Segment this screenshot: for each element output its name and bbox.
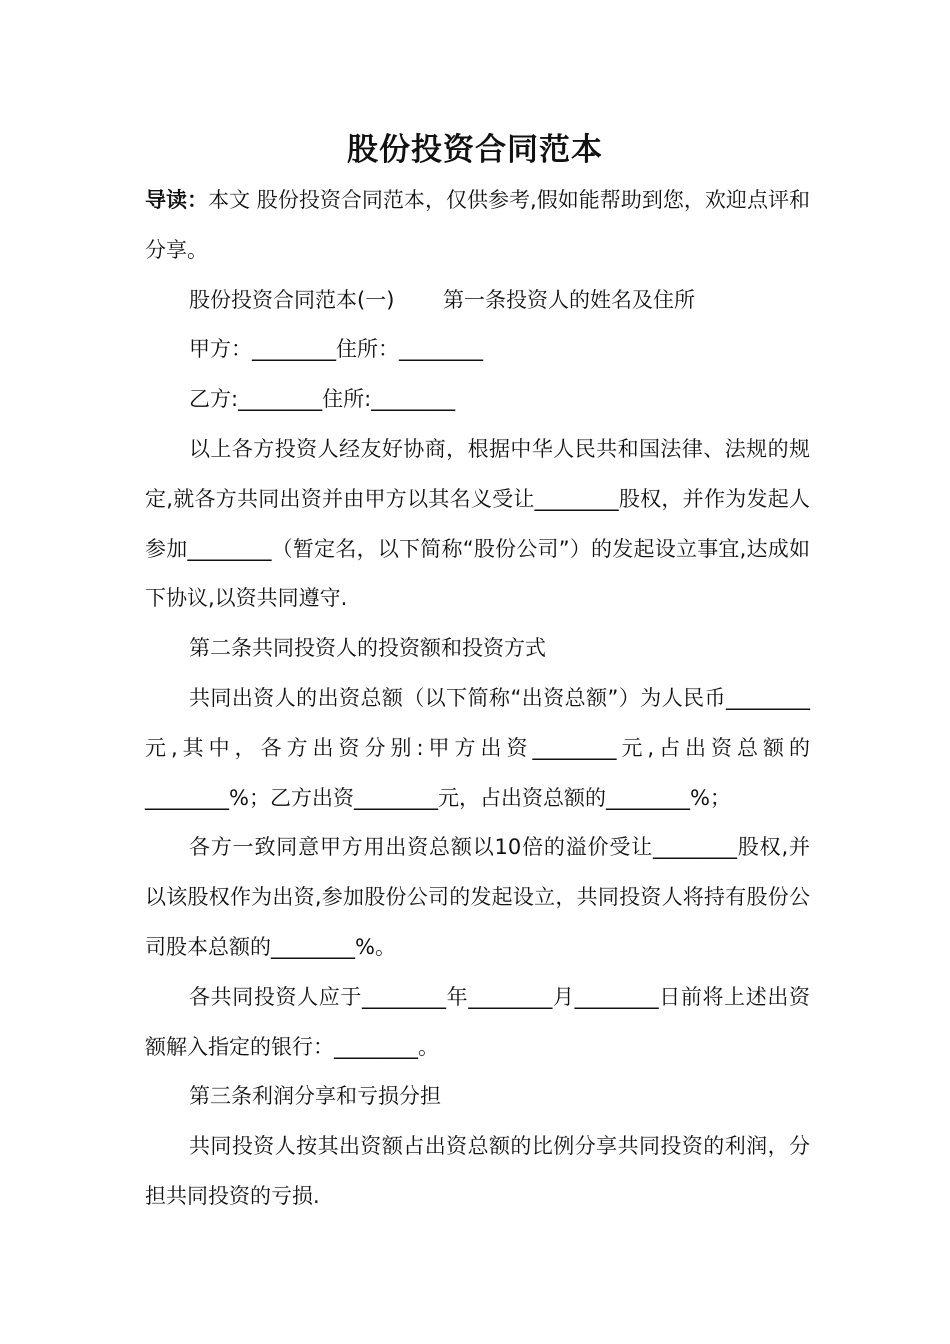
section-heading-article-two: 第二条共同投资人的投资额和投资方式 [189, 636, 546, 661]
party-b-line: 乙方:________住所:________ [189, 387, 456, 412]
body-paragraph-premium: 各方一致同意甲方用出资总额以10倍的溢价受让________股权,并以该股权作为出资,参加股份公司的发起设立，共同投资人将持有股份公司股本总额的________%。 [145, 835, 810, 959]
lead-paragraph [145, 176, 810, 276]
lead-label: 导读： [145, 188, 209, 212]
document-body [145, 176, 810, 1222]
body-paragraph-capital: 共同出资人的出资总额（以下简称“出资总额”）为人民币________元,其中，各方出资分别:甲方出资________元,占出资总额的________%；乙方出资________元，占出资总额的________%； [145, 685, 810, 810]
body-paragraph-agreement: 以上各方投资人经友好协商，根据中华人民共和国法律、法规的规定,就各方共同出资并由甲方以其名义受让________股权，并作为发起人参加________（暂定名，以下简称“股份公司”）的发起设立事宜,达成如下协议,以资共同遵守. [145, 436, 810, 611]
body-paragraph-deadline: 各共同投资人应于________年________月________日前将上述出资额解入指定的银行：________。 [145, 984, 810, 1059]
lead-text: 本文 股份投资合同范本，仅供参考,假如能帮助到您，欢迎点评和分享。 [145, 188, 810, 262]
section-heading-article-three: 第三条利润分享和亏损分担 [189, 1084, 441, 1109]
section-heading-contract-one: 股份投资合同范本(一) 第一条投资人的姓名及住所 [189, 287, 696, 312]
document-title: 股份投资合同范本 [347, 132, 603, 168]
body-paragraph-profit-sharing: 共同投资人按其出资额占出资总额的比例分享共同投资的利润，分担共同投资的亏损. [145, 1134, 810, 1208]
party-a-line: 甲方：________住所：________ [189, 337, 483, 362]
